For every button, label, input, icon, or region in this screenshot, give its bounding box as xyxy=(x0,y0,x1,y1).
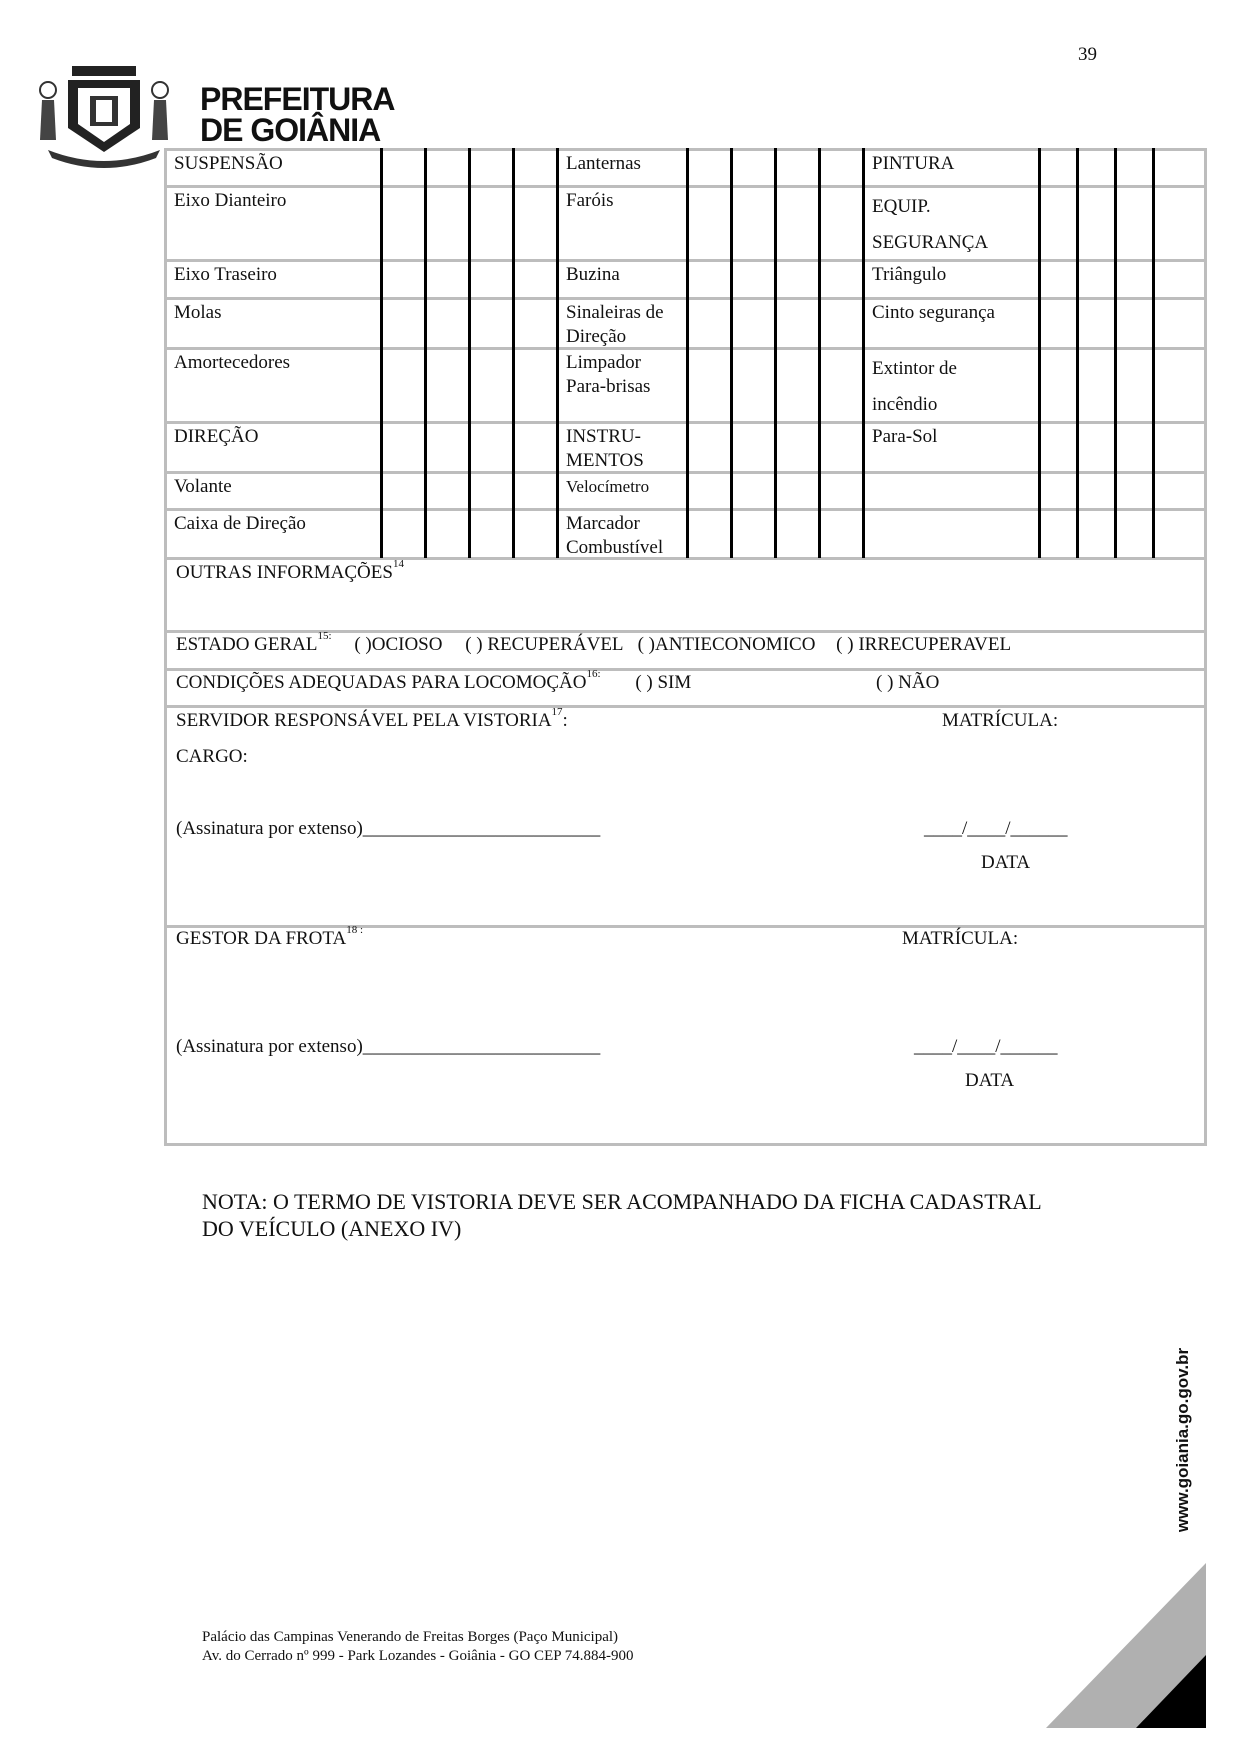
option-antieconomico[interactable]: ( )ANTIECONOMICO xyxy=(637,634,816,655)
check-cell[interactable] xyxy=(383,151,424,185)
check-cell[interactable] xyxy=(1041,262,1076,297)
check-cell[interactable] xyxy=(1117,424,1152,471)
check-cell[interactable] xyxy=(1079,188,1114,259)
check-cell[interactable] xyxy=(689,188,730,259)
check-cell[interactable] xyxy=(1155,262,1204,297)
check-cell[interactable] xyxy=(733,511,774,557)
check-cell[interactable] xyxy=(1117,474,1152,508)
page-number: 39 xyxy=(1078,44,1097,65)
checklist-item-col1: Caixa de Direção xyxy=(174,513,306,534)
gestor-label xyxy=(176,924,364,950)
estado-geral-label: ESTADO GERAL xyxy=(176,634,318,655)
checklist-item-col3: EQUIP. SEGURANÇA xyxy=(872,196,989,253)
grid-border xyxy=(1204,148,1207,1146)
check-cell[interactable] xyxy=(689,474,730,508)
outras-label-text: OUTRAS INFORMAÇÕES xyxy=(176,562,393,583)
checklist-item-col2: INSTRU- MENTOS xyxy=(566,426,644,471)
checklist-item-col3: Cinto segurança xyxy=(872,302,995,323)
check-cell[interactable] xyxy=(1117,350,1152,421)
brand-line-1: PREFEITURA xyxy=(200,81,395,117)
check-cell[interactable] xyxy=(427,188,468,259)
check-cell[interactable] xyxy=(1079,262,1114,297)
condicoes-label: CONDIÇÕES ADEQUADAS PARA LOCOMOÇÃO xyxy=(176,672,587,693)
footnote-ref: 17 xyxy=(551,706,563,718)
check-cell[interactable] xyxy=(515,511,556,557)
footer-line-1: Palácio das Campinas Venerando de Freitas Borges (Paço Municipal) xyxy=(202,1629,619,1645)
colon: : xyxy=(562,710,568,731)
check-cell[interactable] xyxy=(1041,424,1076,471)
check-cell[interactable] xyxy=(383,350,424,421)
check-cell[interactable] xyxy=(1117,151,1152,185)
check-cell[interactable] xyxy=(427,350,468,421)
check-cell[interactable] xyxy=(471,151,512,185)
check-cell[interactable] xyxy=(1117,300,1152,347)
check-cell[interactable] xyxy=(427,511,468,557)
check-cell[interactable] xyxy=(515,300,556,347)
check-cell[interactable] xyxy=(1079,300,1114,347)
check-cell[interactable] xyxy=(471,511,512,557)
check-cell[interactable] xyxy=(471,262,512,297)
checklist-item-col1: Volante xyxy=(174,476,232,497)
check-cell[interactable] xyxy=(777,188,818,259)
check-cell[interactable] xyxy=(689,262,730,297)
check-cell[interactable] xyxy=(821,474,862,508)
check-cell[interactable] xyxy=(733,188,774,259)
check-cell[interactable] xyxy=(689,424,730,471)
checklist-item-col3: Triângulo xyxy=(872,264,947,285)
check-cell[interactable] xyxy=(1155,188,1204,259)
check-cell[interactable] xyxy=(689,350,730,421)
check-cell[interactable] xyxy=(383,188,424,259)
servidor-label xyxy=(176,706,568,732)
website-url-text: www.goiania.go.gov.br xyxy=(1173,1347,1192,1533)
check-cell[interactable] xyxy=(777,300,818,347)
check-cell[interactable] xyxy=(471,188,512,259)
check-cell[interactable] xyxy=(1079,350,1114,421)
check-cell[interactable] xyxy=(427,424,468,471)
coat-of-arms-icon xyxy=(28,40,180,172)
checklist-item-col2: Limpador Para-brisas xyxy=(566,352,651,397)
servidor-date-label: DATA xyxy=(981,852,1031,873)
check-cell[interactable] xyxy=(1041,474,1076,508)
servidor-date-field[interactable]: ____/____/______ xyxy=(924,818,1068,839)
note-line-1: NOTA: O TERMO DE VISTORIA DEVE SER ACOMPANHADO DA FICHA CADASTRAL xyxy=(202,1189,1042,1214)
grid-border xyxy=(164,148,167,1146)
servidor-matricula-field[interactable]: MATRÍCULA: xyxy=(942,710,1059,731)
check-cell[interactable] xyxy=(733,474,774,508)
website-url xyxy=(1165,1340,1201,1540)
checklist-item-col3: PINTURA xyxy=(872,153,955,174)
grid-row-line xyxy=(164,1143,1204,1146)
servidor-label-text: SERVIDOR RESPONSÁVEL PELA VISTORIA xyxy=(176,710,552,731)
check-cell[interactable] xyxy=(1155,350,1204,421)
grid-row-line xyxy=(164,705,1204,708)
check-cell[interactable] xyxy=(1155,424,1204,471)
check-cell[interactable] xyxy=(1041,300,1076,347)
check-cell[interactable] xyxy=(733,151,774,185)
condicoes-row xyxy=(176,668,940,694)
footnote-ref: 18 : xyxy=(346,924,364,936)
checklist-item-col1: Molas xyxy=(174,302,222,323)
check-cell[interactable] xyxy=(1117,188,1152,259)
check-cell[interactable] xyxy=(777,262,818,297)
option-irrecuperavel[interactable]: ( ) IRRECUPERAVEL xyxy=(836,634,1012,655)
check-cell[interactable] xyxy=(777,424,818,471)
check-cell[interactable] xyxy=(515,424,556,471)
check-cell[interactable] xyxy=(515,151,556,185)
check-cell[interactable] xyxy=(515,188,556,259)
footer-line-2: Av. do Cerrado nº 999 - Park Lozandes - Goiânia - GO CEP 74.884-900 xyxy=(202,1648,634,1664)
checklist-item-col1: SUSPENSÃO xyxy=(174,153,283,174)
check-cell[interactable] xyxy=(821,151,862,185)
grid-row-line xyxy=(164,557,1204,560)
check-cell[interactable] xyxy=(1117,511,1152,557)
grid-column-line xyxy=(862,148,865,558)
checklist-item-col1: DIREÇÃO xyxy=(174,426,259,447)
option-recuperavel[interactable]: ( ) RECUPERÁVEL xyxy=(465,634,623,655)
option-ocioso[interactable]: ( )OCIOSO xyxy=(354,634,443,655)
checklist-item-col2: Buzina xyxy=(566,264,620,285)
check-cell[interactable] xyxy=(689,511,730,557)
estado-geral-row xyxy=(176,630,1012,656)
checklist-item-col2: Faróis xyxy=(566,190,614,211)
check-cell[interactable] xyxy=(821,188,862,259)
check-cell[interactable] xyxy=(733,300,774,347)
check-cell[interactable] xyxy=(821,300,862,347)
check-cell[interactable] xyxy=(1155,300,1204,347)
gestor-label-text: GESTOR DA FROTA xyxy=(176,928,347,949)
option-nao[interactable]: ( ) NÃO xyxy=(876,672,940,693)
check-cell[interactable] xyxy=(515,474,556,508)
check-cell[interactable] xyxy=(733,350,774,421)
check-cell[interactable] xyxy=(777,511,818,557)
checklist-item-col1: Eixo Traseiro xyxy=(174,264,277,285)
footer-address xyxy=(202,1628,634,1666)
check-cell[interactable] xyxy=(733,424,774,471)
servidor-cargo-field[interactable]: CARGO: xyxy=(176,746,248,767)
checklist-item-col1: Eixo Dianteiro xyxy=(174,190,287,211)
servidor-signature-field[interactable]: (Assinatura por extenso)_________________________ xyxy=(176,818,601,839)
check-cell[interactable] xyxy=(1079,424,1114,471)
checklist-item-col1: Amortecedores xyxy=(174,352,291,373)
check-cell[interactable] xyxy=(821,424,862,471)
option-sim[interactable]: ( ) SIM xyxy=(635,672,692,693)
outras-informacoes-label xyxy=(176,558,404,584)
check-cell[interactable] xyxy=(777,350,818,421)
check-cell[interactable] xyxy=(427,262,468,297)
checklist-item-col2: Lanternas xyxy=(566,153,641,174)
footnote-ref: 14 xyxy=(392,558,404,570)
check-cell[interactable] xyxy=(427,151,468,185)
footnote-ref: 15: xyxy=(317,630,332,642)
checklist-item-col3: Para-Sol xyxy=(872,426,938,447)
check-cell[interactable] xyxy=(1041,188,1076,259)
grid-row-line xyxy=(164,668,1204,671)
check-cell[interactable] xyxy=(1079,151,1114,185)
note-line-2: DO VEÍCULO (ANEXO IV) xyxy=(202,1216,462,1241)
check-cell[interactable] xyxy=(427,300,468,347)
check-cell[interactable] xyxy=(1079,474,1114,508)
check-cell[interactable] xyxy=(689,300,730,347)
check-cell[interactable] xyxy=(1155,511,1204,557)
check-cell[interactable] xyxy=(1041,350,1076,421)
check-cell[interactable] xyxy=(777,151,818,185)
note xyxy=(202,1188,1042,1242)
check-cell[interactable] xyxy=(1117,262,1152,297)
check-cell[interactable] xyxy=(471,424,512,471)
corner-decoration-icon xyxy=(1046,1563,1206,1728)
check-cell[interactable] xyxy=(515,262,556,297)
check-cell[interactable] xyxy=(1155,474,1204,508)
checklist-item-col2: Sinaleiras de Direção xyxy=(566,302,664,347)
brand-line-2: DE GOIÂNIA xyxy=(200,112,381,148)
checklist-item-col2: Marcador Combustível xyxy=(566,513,664,558)
check-cell[interactable] xyxy=(821,350,862,421)
check-cell[interactable] xyxy=(689,151,730,185)
gestor-date-label: DATA xyxy=(965,1070,1015,1091)
grid-column-line xyxy=(556,148,559,558)
check-cell[interactable] xyxy=(427,474,468,508)
check-cell[interactable] xyxy=(1041,511,1076,557)
check-cell[interactable] xyxy=(471,474,512,508)
check-cell[interactable] xyxy=(383,300,424,347)
check-cell[interactable] xyxy=(1041,151,1076,185)
check-cell[interactable] xyxy=(1079,511,1114,557)
check-cell[interactable] xyxy=(471,350,512,421)
check-cell[interactable] xyxy=(515,350,556,421)
check-cell[interactable] xyxy=(733,262,774,297)
check-cell[interactable] xyxy=(383,511,424,557)
check-cell[interactable] xyxy=(471,300,512,347)
gestor-signature-field[interactable]: (Assinatura por extenso)_________________________ xyxy=(176,1036,601,1057)
check-cell[interactable] xyxy=(777,474,818,508)
check-cell[interactable] xyxy=(383,262,424,297)
brand-title xyxy=(200,81,395,148)
gestor-date-field[interactable]: ____/____/______ xyxy=(914,1036,1058,1057)
check-cell[interactable] xyxy=(821,511,862,557)
check-cell[interactable] xyxy=(383,474,424,508)
gestor-matricula-field[interactable]: MATRÍCULA: xyxy=(902,928,1019,949)
check-cell[interactable] xyxy=(821,262,862,297)
checklist-item-col3: Extintor de incêndio xyxy=(872,358,957,415)
checklist-item-col2: Velocímetro xyxy=(566,477,650,496)
check-cell[interactable] xyxy=(1155,151,1204,185)
check-cell[interactable] xyxy=(383,424,424,471)
footnote-ref: 16: xyxy=(586,668,601,680)
